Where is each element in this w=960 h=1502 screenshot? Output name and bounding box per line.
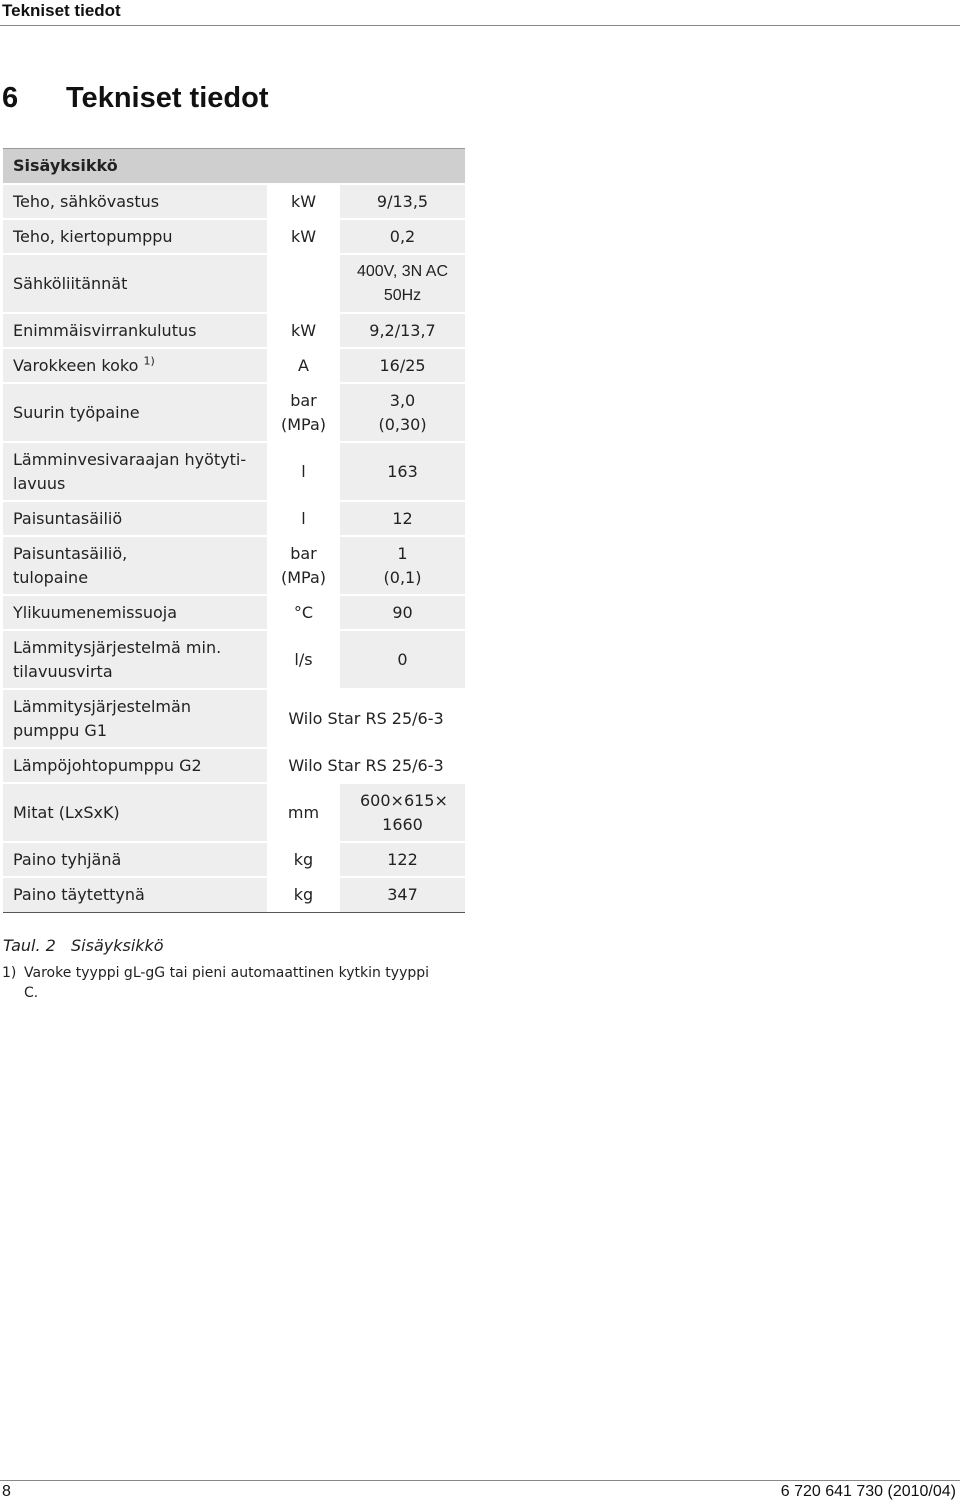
chapter-heading: [2, 82, 269, 115]
row-unit: mm: [267, 783, 340, 842]
row-label: Suurin työpaine: [3, 383, 267, 442]
row-unit: kg: [267, 877, 340, 912]
row-label: Lämmitysjärjestelmän pumppu G1: [3, 689, 267, 748]
spec-table: [3, 148, 465, 913]
row-value: 3,0 (0,30): [340, 383, 465, 442]
header-rule: [0, 25, 960, 26]
row-value: 12: [340, 501, 465, 536]
row-value: 16/25: [340, 348, 465, 383]
row-unit: kW: [267, 219, 340, 254]
running-header-title: Tekniset tiedot: [2, 1, 121, 20]
row-value: 400V, 3N AC 50Hz: [340, 254, 465, 313]
table-row: [3, 383, 465, 442]
row-unit: kg: [267, 842, 340, 877]
row-value: 0: [340, 630, 465, 689]
footer-rule: [0, 1480, 960, 1481]
row-label: Paino täytettynä: [3, 877, 267, 912]
row-label: Mitat (LxSxK): [3, 783, 267, 842]
row-value: 90: [340, 595, 465, 630]
table-heading: Sisäyksikkö: [3, 149, 465, 185]
table-row: [3, 689, 465, 748]
document-number: 6 720 641 730 (2010/04): [780, 1483, 956, 1500]
row-label-cell: [3, 348, 267, 383]
footnote-text: Varoke tyyppi gL-gG tai pieni automaattinen kytkin tyyppi C.: [24, 965, 430, 1001]
chapter-title: Tekniset tiedot: [66, 82, 269, 114]
row-label: Sähköliitännät: [3, 254, 267, 313]
row-label: Paino tyhjänä: [3, 842, 267, 877]
table-row: [3, 254, 465, 313]
table-row: [3, 877, 465, 912]
row-label: Paisuntasäiliö: [3, 501, 267, 536]
row-label: Varokkeen koko: [13, 355, 139, 375]
table-caption: [3, 936, 164, 955]
row-unit: l/s: [267, 630, 340, 689]
row-label: Paisuntasäiliö, tulopaine: [3, 536, 267, 595]
row-label: Teho, sähkövastus: [3, 184, 267, 219]
row-unit: kW: [267, 313, 340, 348]
table-row: [3, 748, 465, 783]
row-merged-value: Wilo Star RS 25/6-3: [267, 748, 465, 783]
table-row: [3, 184, 465, 219]
footnote-marker: 1): [2, 965, 17, 981]
row-value: 163: [340, 442, 465, 501]
table-row: [3, 842, 465, 877]
table-row: [3, 595, 465, 630]
chapter-number: 6: [2, 82, 19, 114]
row-merged-value: Wilo Star RS 25/6-3: [267, 689, 465, 748]
row-label: Lämminvesivaraajan hyötyti-lavuus: [3, 442, 267, 501]
row-value: 122: [340, 842, 465, 877]
row-label: Teho, kiertopumppu: [3, 219, 267, 254]
row-value: 9,2/13,7: [340, 313, 465, 348]
row-value: 0,2: [340, 219, 465, 254]
table-row: [3, 313, 465, 348]
table-row: [3, 783, 465, 842]
footnote-ref: 1): [143, 354, 155, 368]
row-value: 9/13,5: [340, 184, 465, 219]
row-value: 600×615× 1660: [340, 783, 465, 842]
table-row: [3, 219, 465, 254]
row-label: Enimmäisvirrankulutus: [3, 313, 267, 348]
row-unit: A: [267, 348, 340, 383]
table-heading-row: [3, 149, 465, 185]
page-number: 8: [2, 1483, 11, 1500]
row-unit: °C: [267, 595, 340, 630]
row-label: Lämmitysjärjestelmä min. tilavuusvirta: [3, 630, 267, 689]
footnote: [2, 963, 442, 1003]
caption-label: Taul. 2: [3, 936, 56, 955]
table-row: [3, 348, 465, 383]
row-unit: l: [267, 442, 340, 501]
table-row: [3, 536, 465, 595]
row-label: Ylikuumenemissuoja: [3, 595, 267, 630]
row-unit: kW: [267, 184, 340, 219]
row-unit: l: [267, 501, 340, 536]
row-unit: [267, 254, 340, 313]
row-unit: bar (MPa): [267, 383, 340, 442]
row-label: Lämpöjohtopumppu G2: [3, 748, 267, 783]
row-unit: bar (MPa): [267, 536, 340, 595]
caption-text: Sisäyksikkö: [71, 936, 164, 955]
table-row: [3, 630, 465, 689]
row-value: 347: [340, 877, 465, 912]
table-row: [3, 501, 465, 536]
row-value: 1 (0,1): [340, 536, 465, 595]
table-row: [3, 442, 465, 501]
